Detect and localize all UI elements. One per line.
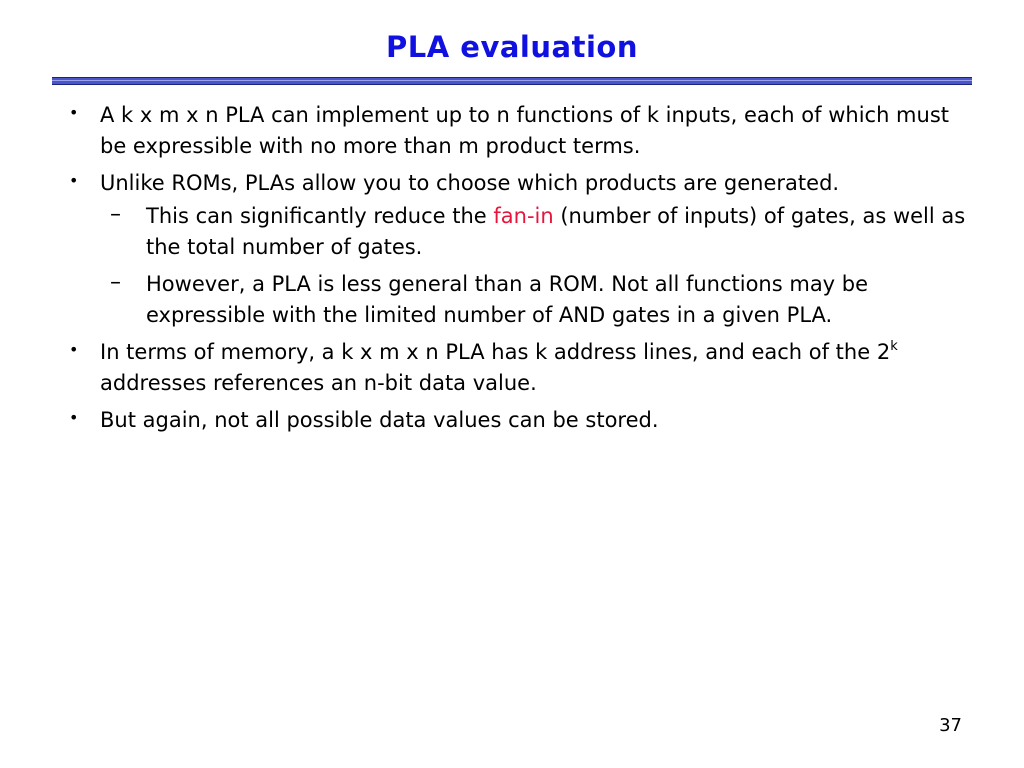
title-underline-rule (52, 77, 972, 85)
sub-bullet-list (100, 201, 970, 331)
bullet-icon: • (69, 103, 79, 122)
bullet-icon: • (69, 171, 79, 190)
bullet-item-not-all-values (60, 405, 970, 436)
sub-bullet-text: However, a PLA is less general than a ROM. Not all functions may be expressible with the limited number of AND gates in a given PLA. (146, 272, 869, 327)
bullet-text: Unlike ROMs, PLAs allow you to choose which products are generated. (100, 171, 840, 195)
bullet-item-pla-capacity (60, 100, 970, 162)
sub-bullet-text-before: This can significantly reduce the (146, 204, 494, 228)
sub-bullet-fan-in (100, 201, 970, 263)
superscript-k: k (890, 339, 898, 354)
bullet-text: But again, not all possible data values can be stored. (100, 408, 659, 432)
bullet-item-memory-terms (60, 337, 970, 399)
bullet-text-before: In terms of memory, a k x m x n PLA has k address lines, and each of the 2 (100, 340, 891, 364)
dash-icon: – (110, 202, 121, 227)
bullet-icon: • (69, 340, 79, 359)
sub-bullet-text-after: (number of inputs) of gates, as well as the total number of gates. (146, 204, 966, 259)
bullet-item-unlike-roms (60, 168, 970, 331)
bullet-text-after: addresses references an n-bit data value. (100, 371, 537, 395)
slide-title: PLA evaluation (386, 30, 638, 64)
fan-in-highlight: fan-in (493, 204, 554, 228)
dash-icon: – (110, 270, 121, 295)
bullet-icon: • (69, 408, 79, 427)
sub-bullet-less-general (100, 269, 970, 331)
bullet-text: A k x m x n PLA can implement up to n functions of k inputs, each of which must be expressible with no more than m product terms. (100, 103, 950, 158)
page-number: 37 (939, 715, 962, 736)
bullet-list (60, 100, 970, 442)
